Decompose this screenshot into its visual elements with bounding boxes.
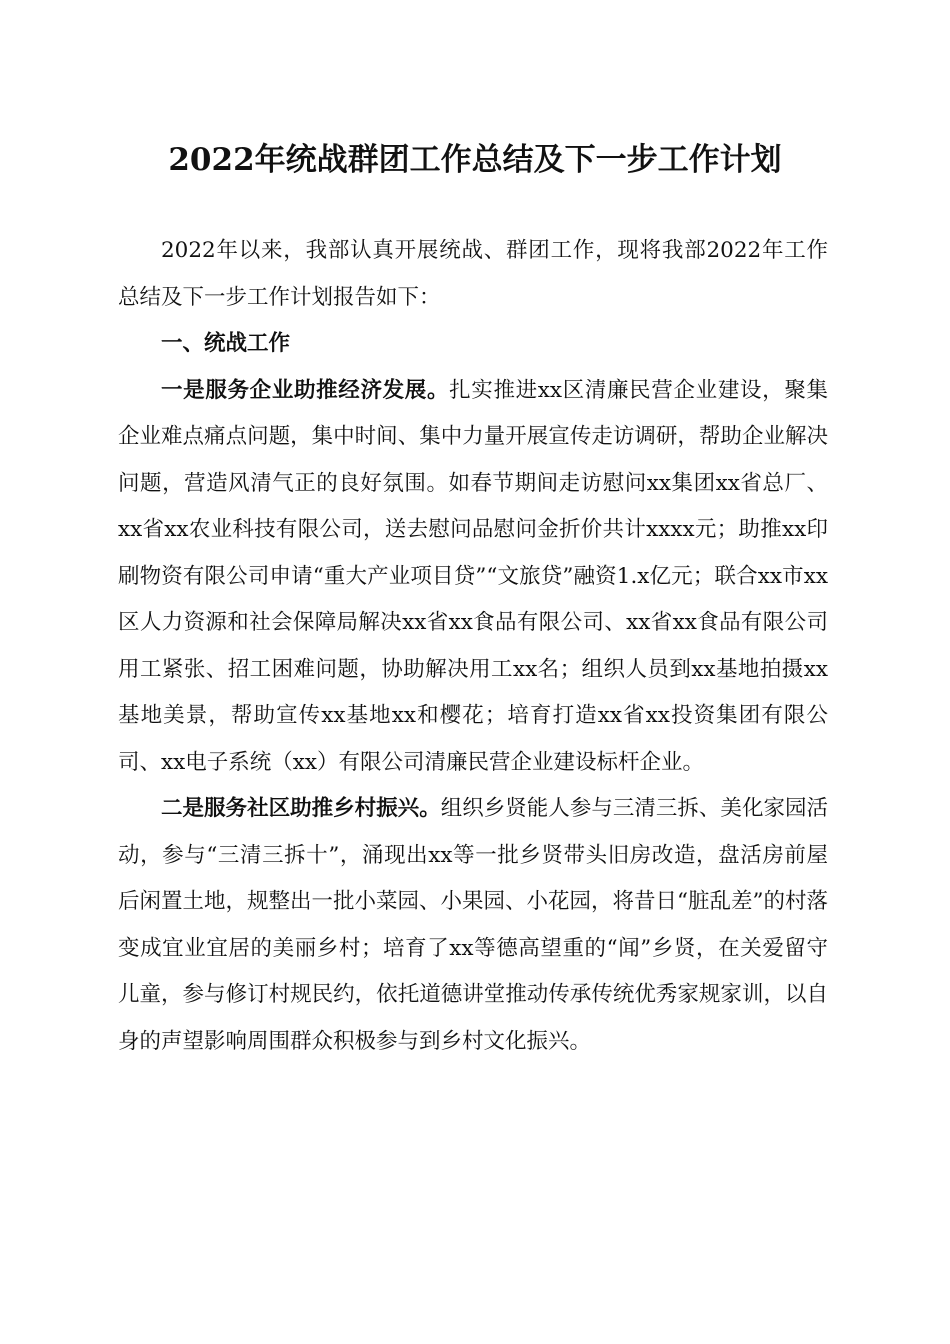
document-body — [118, 228, 828, 1065]
section-heading: 一、统战工作 — [161, 331, 291, 356]
paragraph-text: 扎实推进xx区清廉民营企业建设，聚集企业难点痛点问题，集中时间、集中力量开展宣传走访调研，帮助企业解决问题，营造风清气正的良好氛围。如春节期间走访慰问xx集团xx省总厂、xx省xx农业科技有限公司，送去慰问品慰问金折价共计xxxx元；助推xx印刷物资有限公司申请“重大产业项目贷”“文旅贷”融资1.x亿元；联合xx市xx区人力资源和社会保障局解决xx省xx食品有限公司、xx省xx食品有限公司用工紧张、招工困难问题，协助解决用工xx名；组织人员到xx基地拍摄xx基地美景，帮助宣传xx基地xx和樱花；培育打造xx省xx投资集团有限公司、xx电子系统（xx）有限公司清廉民营企业建设标杆企业。 — [118, 377, 828, 775]
paragraph-community-service — [118, 786, 828, 1065]
document-title: 2022年统战群团工作总结及下一步工作计划 — [168, 142, 782, 178]
intro-paragraph: 2022年以来，我部认真开展统战、群团工作，现将我部2022年工作总结及下一步工作计划报告如下： — [118, 238, 828, 310]
paragraph-lead: 一是服务企业助推经济发展。 — [161, 377, 450, 403]
paragraph-enterprise-service — [118, 368, 828, 787]
paragraph-text: 组织乡贤能人参与三清三拆、美化家园活动，参与“三清三拆十”，涌现出xx等一批乡贤带头旧房改造，盘活房前屋后闲置土地，规整出一批小菜园、小果园、小花园，将昔日“脏乱差”的村落变成宜业宜居的美丽乡村；培育了xx等德高望重的“闻”乡贤，在关爱留守儿童，参与修订村规民约，依托道德讲堂推动传承传统优秀家规家训，以自身的声望影响周围群众积极参与到乡村文化振兴。 — [118, 796, 828, 1054]
paragraph-lead: 二是服务社区助推乡村振兴。 — [161, 796, 441, 821]
